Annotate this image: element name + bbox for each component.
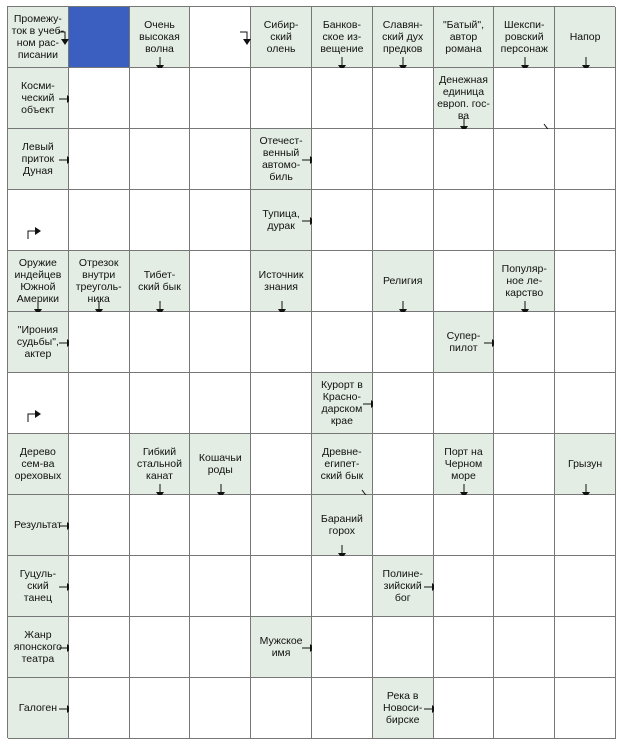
answer-cell[interactable] [69, 190, 130, 251]
answer-cell[interactable] [494, 68, 555, 129]
clue-text: Религия [382, 275, 423, 287]
clue-cell [434, 7, 495, 68]
answer-cell[interactable] [494, 617, 555, 678]
answer-cell[interactable] [8, 373, 69, 434]
clue-text: Левый приток Дуная [21, 141, 55, 177]
clue-text: Гибкий стальной канат [137, 446, 182, 482]
clue-text: Оружие индейцев Южной Америки [14, 257, 62, 305]
answer-cell[interactable] [190, 556, 251, 617]
clue-text: Галоген [18, 702, 58, 714]
answer-cell[interactable] [312, 129, 373, 190]
answer-cell[interactable] [434, 678, 495, 739]
answer-cell[interactable] [434, 190, 495, 251]
answer-cell[interactable] [69, 678, 130, 739]
answer-cell[interactable] [494, 129, 555, 190]
crossword-grid [7, 6, 615, 738]
answer-cell[interactable] [190, 312, 251, 373]
clue-text: Банков- ское из- вещение [320, 19, 364, 55]
answer-cell[interactable] [555, 129, 616, 190]
answer-cell[interactable] [434, 617, 495, 678]
answer-cell[interactable] [130, 190, 191, 251]
answer-cell[interactable] [312, 190, 373, 251]
answer-cell[interactable] [130, 495, 191, 556]
clue-cell [251, 7, 312, 68]
answer-cell[interactable] [69, 373, 130, 434]
answer-cell[interactable] [494, 190, 555, 251]
answer-cell[interactable] [434, 129, 495, 190]
answer-cell[interactable] [130, 129, 191, 190]
answer-cell[interactable] [555, 312, 616, 373]
answer-cell[interactable] [494, 678, 555, 739]
arrow-up-right-icon [26, 225, 42, 241]
clue-text: Курорт в Красно- дарском крае [320, 379, 363, 427]
answer-cell[interactable] [251, 68, 312, 129]
answer-cell[interactable] [190, 251, 251, 312]
answer-cell[interactable] [69, 495, 130, 556]
answer-cell[interactable] [69, 68, 130, 129]
clue-text: "Ирония судьбы", актер [16, 324, 59, 360]
clue-cell [8, 434, 69, 495]
answer-cell[interactable] [312, 617, 373, 678]
answer-cell[interactable] [251, 312, 312, 373]
answer-cell[interactable] [190, 495, 251, 556]
clue-text: Дерево сем-ва ореховых [14, 446, 62, 482]
answer-cell[interactable] [190, 129, 251, 190]
answer-cell[interactable] [555, 678, 616, 739]
answer-cell[interactable] [190, 678, 251, 739]
answer-cell[interactable] [555, 617, 616, 678]
clue-text: "Батый", автор романа [442, 19, 485, 55]
answer-cell[interactable] [555, 190, 616, 251]
answer-cell[interactable] [190, 190, 251, 251]
clue-text: Результат [14, 519, 62, 531]
answer-cell[interactable] [373, 617, 434, 678]
arrow-up-right-icon [26, 408, 42, 424]
answer-cell[interactable] [69, 434, 130, 495]
answer-cell[interactable] [555, 251, 616, 312]
answer-cell[interactable] [373, 495, 434, 556]
answer-cell[interactable] [434, 556, 495, 617]
answer-cell[interactable] [494, 495, 555, 556]
answer-cell[interactable] [373, 434, 434, 495]
clue-text: Шекспи- ровский персонаж [500, 19, 548, 55]
answer-cell[interactable] [130, 556, 191, 617]
answer-cell[interactable] [130, 68, 191, 129]
answer-cell[interactable] [69, 617, 130, 678]
answer-cell[interactable] [494, 312, 555, 373]
answer-cell[interactable] [69, 129, 130, 190]
clue-text: Косми- ческий объект [21, 80, 55, 116]
clue-text: Популяр- ное ле- карство [501, 263, 547, 299]
answer-cell[interactable] [494, 556, 555, 617]
clue-text: Источник знания [258, 269, 304, 293]
clue-cell [312, 434, 373, 495]
answer-cell[interactable] [373, 129, 434, 190]
clue-text: Бараний горох [320, 513, 363, 537]
clue-text: Река в Новоси- бирске [383, 690, 423, 726]
answer-cell[interactable] [555, 373, 616, 434]
clue-text: Грызун [567, 458, 603, 470]
answer-cell[interactable] [130, 678, 191, 739]
answer-cell[interactable] [494, 434, 555, 495]
answer-cell[interactable] [312, 68, 373, 129]
clue-text: Очень высокая волна [139, 19, 180, 55]
clue-text: Сибир- ский олень [263, 19, 299, 55]
answer-cell[interactable] [69, 556, 130, 617]
answer-cell[interactable] [555, 495, 616, 556]
answer-cell[interactable] [130, 312, 191, 373]
answer-cell[interactable] [312, 556, 373, 617]
answer-cell[interactable] [373, 312, 434, 373]
clue-text: Тибет- ский бык [138, 269, 181, 293]
answer-cell[interactable] [130, 617, 191, 678]
answer-cell[interactable] [251, 373, 312, 434]
clue-text: Полине- зийский бог [382, 568, 423, 604]
answer-cell[interactable] [434, 251, 495, 312]
clue-text: Славян- ский дух предков [382, 19, 424, 55]
answer-cell[interactable] [69, 312, 130, 373]
answer-cell[interactable] [190, 617, 251, 678]
clue-text: Мужское имя [259, 635, 303, 659]
clue-text: Гуцуль- ский танец [19, 568, 57, 604]
filled-cell [69, 7, 130, 68]
clue-text: Промежу- ток в учеб- ном рас- писании [11, 13, 65, 61]
clue-text: Денежная единица европ. гос-ва [437, 74, 490, 122]
answer-cell[interactable] [555, 68, 616, 129]
clue-text: Кошачьи роды [198, 452, 242, 476]
answer-cell[interactable] [312, 312, 373, 373]
answer-cell[interactable] [434, 495, 495, 556]
clue-text: Отрезок внутри треуголь- ника [75, 257, 122, 305]
clue-text: Жанр японского театра [13, 629, 63, 665]
answer-cell[interactable] [8, 190, 69, 251]
answer-cell[interactable] [373, 373, 434, 434]
clue-text: Напор [569, 31, 601, 43]
answer-cell[interactable] [251, 556, 312, 617]
clue-text: Супер- пилот [446, 330, 481, 354]
answer-cell[interactable] [373, 68, 434, 129]
clue-text: Отечест- венный автомо- биль [259, 135, 303, 183]
answer-cell[interactable] [373, 190, 434, 251]
clue-text: Древне- египет- ский бык [320, 446, 364, 482]
answer-cell[interactable] [190, 373, 251, 434]
answer-cell[interactable] [494, 373, 555, 434]
answer-cell[interactable] [251, 678, 312, 739]
answer-cell[interactable] [555, 556, 616, 617]
answer-cell[interactable] [312, 678, 373, 739]
answer-cell[interactable] [434, 373, 495, 434]
answer-cell[interactable] [251, 434, 312, 495]
answer-cell[interactable] [190, 68, 251, 129]
answer-cell[interactable] [130, 373, 191, 434]
clue-text: Тупица, дурак [262, 208, 300, 232]
answer-cell[interactable] [251, 495, 312, 556]
clue-text: Порт на Черном море [444, 446, 483, 482]
answer-cell[interactable] [312, 251, 373, 312]
